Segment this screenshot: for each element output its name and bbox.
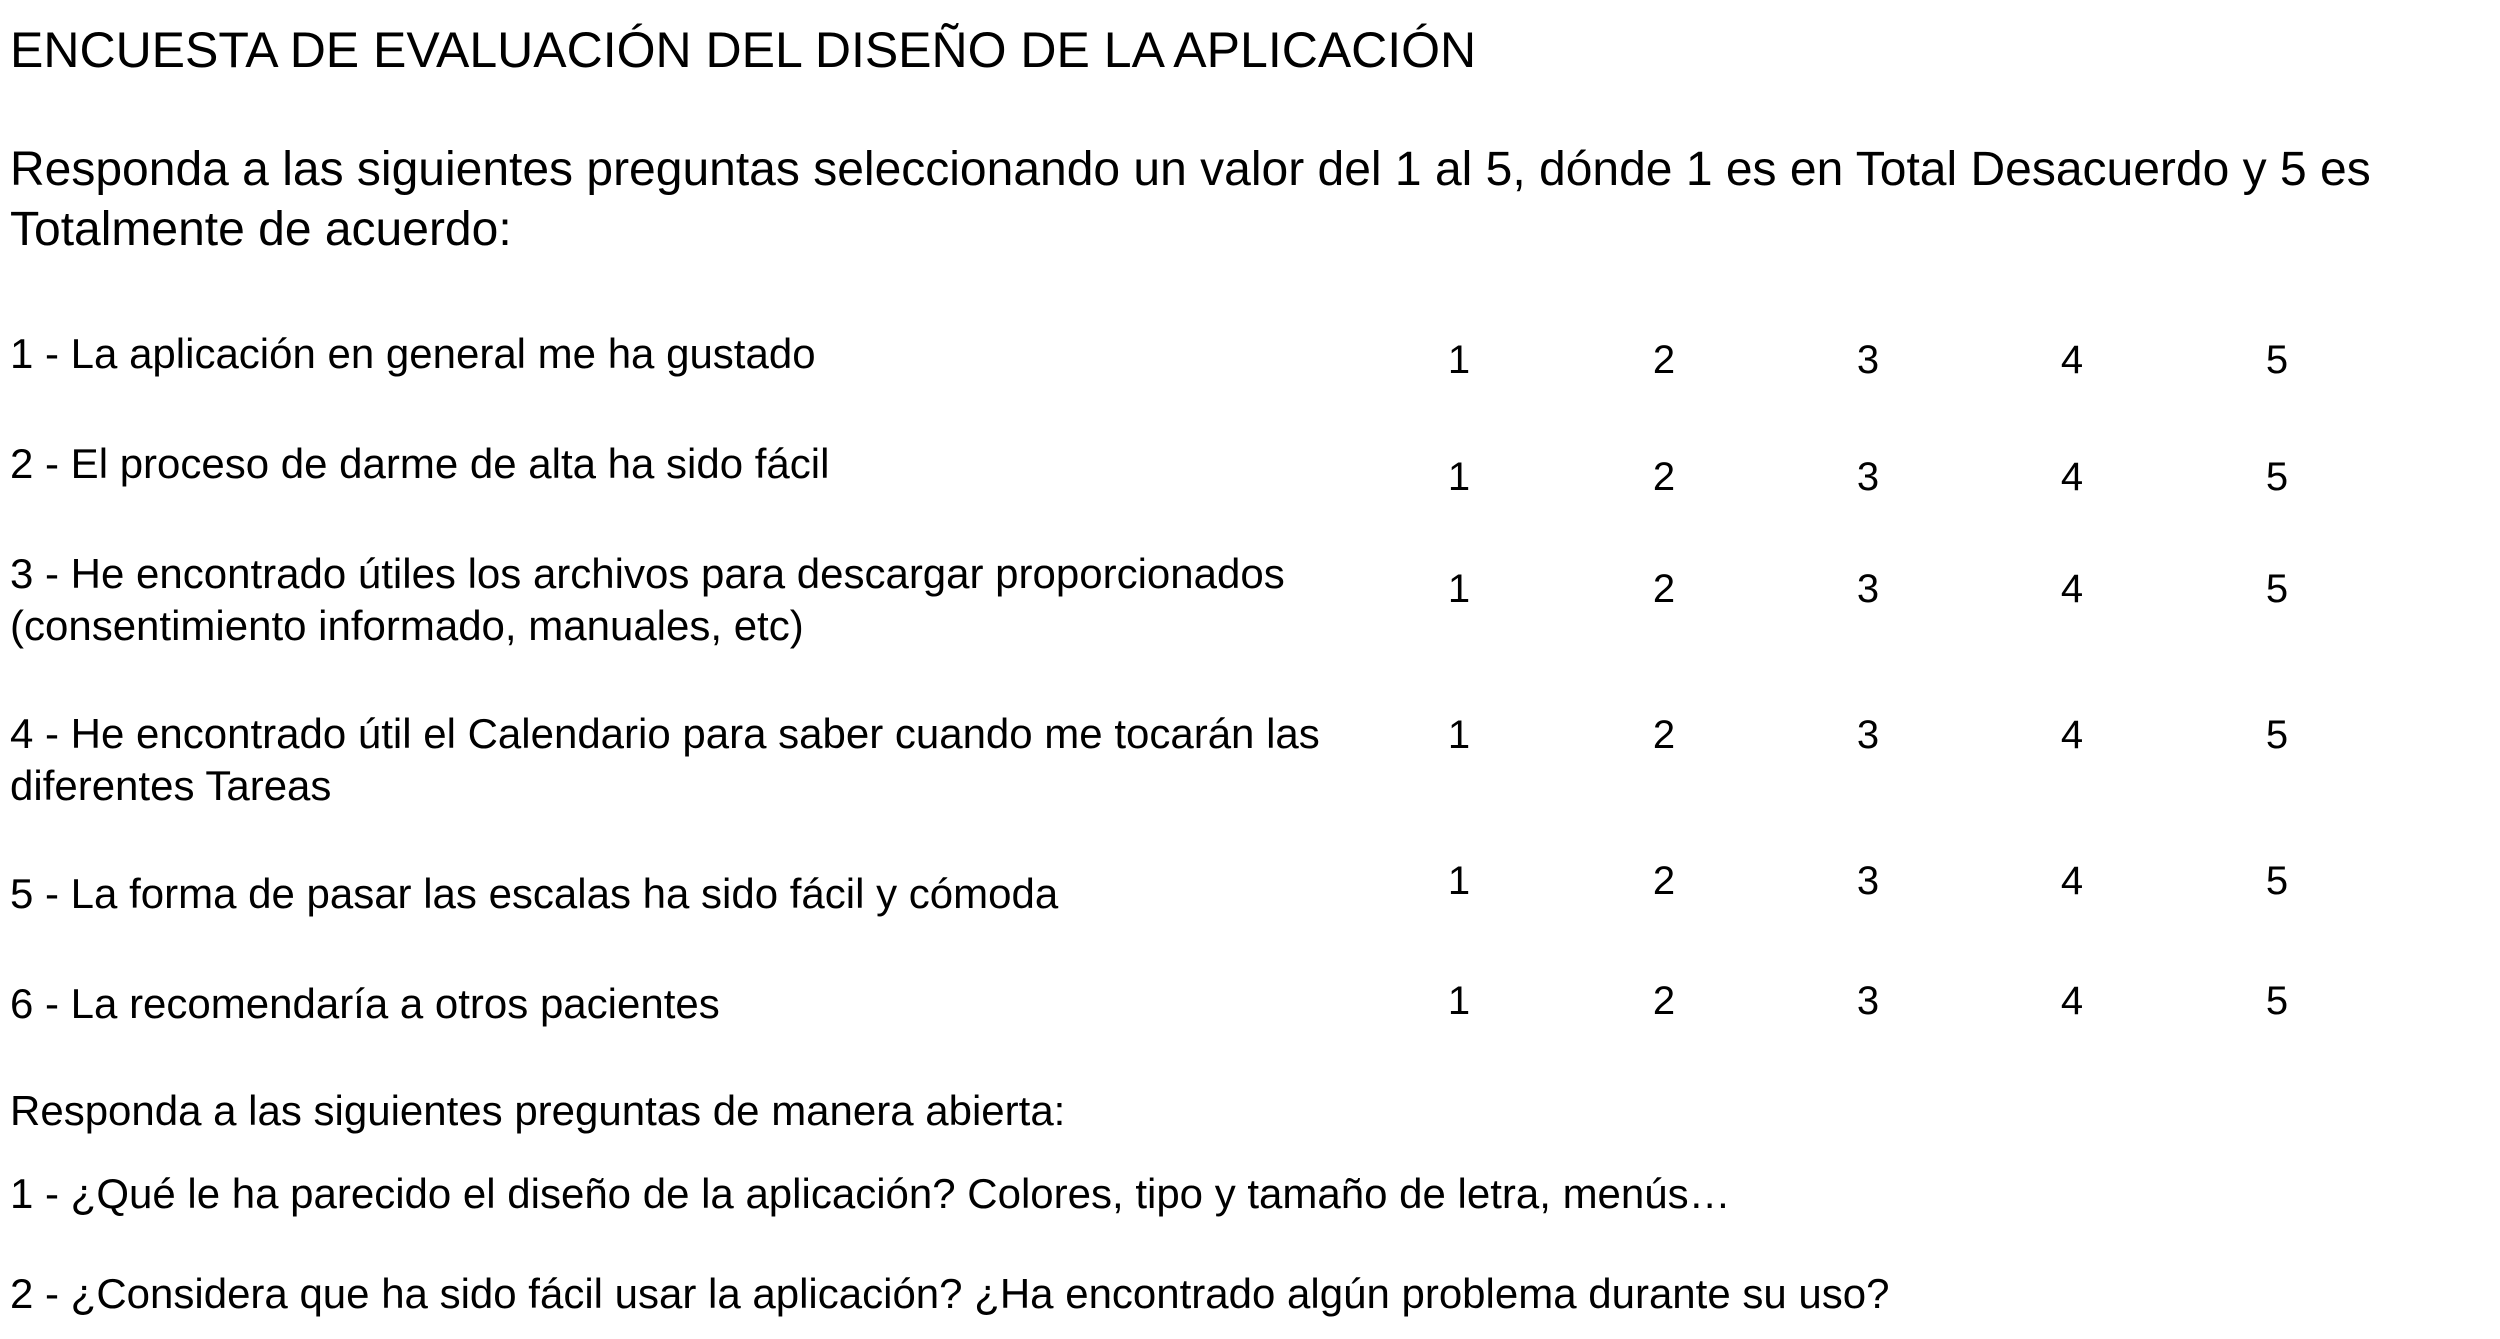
rating-option[interactable]: 3 xyxy=(1856,455,1880,499)
rating-option[interactable]: 4 xyxy=(2060,567,2084,611)
survey-instructions: Responda a las siguientes preguntas seleccionando un valor del 1 al 5, dónde 1 es en Total Desacuerdo y 5 es Totalmente de acuerdo: xyxy=(10,143,2371,256)
rating-question-4: 4 - He encontrado útil el Calendario para saber cuando me tocarán las diferentes Tareas xyxy=(10,710,1320,809)
rating-option[interactable]: 4 xyxy=(2060,338,2084,382)
rating-option[interactable]: 3 xyxy=(1856,567,1880,611)
rating-option[interactable]: 1 xyxy=(1447,338,1471,382)
rating-option[interactable]: 5 xyxy=(2265,713,2289,757)
rating-option[interactable]: 2 xyxy=(1652,713,1676,757)
rating-question-3: 3 - He encontrado útiles los archivos para descargar proporcionados (consentimiento informado, manuales, etc) xyxy=(10,550,1285,649)
rating-option[interactable]: 4 xyxy=(2060,713,2084,757)
rating-option[interactable]: 2 xyxy=(1652,979,1676,1023)
rating-option[interactable]: 5 xyxy=(2265,338,2289,382)
rating-option[interactable]: 3 xyxy=(1856,338,1880,382)
open-question-1: 1 - ¿Qué le ha parecido el diseño de la aplicación? Colores, tipo y tamaño de letra, menús… xyxy=(10,1170,1731,1217)
rating-option[interactable]: 1 xyxy=(1447,567,1471,611)
rating-option[interactable]: 1 xyxy=(1447,979,1471,1023)
open-question-2: 2 - ¿Considera que ha sido fácil usar la aplicación? ¿Ha encontrado algún problema durante su uso? xyxy=(10,1270,1890,1317)
rating-option[interactable]: 2 xyxy=(1652,859,1676,903)
rating-option[interactable]: 1 xyxy=(1447,455,1471,499)
rating-option[interactable]: 4 xyxy=(2060,455,2084,499)
rating-option[interactable]: 5 xyxy=(2265,859,2289,903)
rating-option[interactable]: 3 xyxy=(1856,859,1880,903)
rating-question-1: 1 - La aplicación en general me ha gustado xyxy=(10,330,816,377)
rating-option[interactable]: 2 xyxy=(1652,455,1676,499)
survey-title: ENCUESTA DE EVALUACIÓN DEL DISEÑO DE LA APLICACIÓN xyxy=(10,22,1477,78)
rating-option[interactable]: 5 xyxy=(2265,979,2289,1023)
rating-option[interactable]: 1 xyxy=(1447,859,1471,903)
rating-option[interactable]: 3 xyxy=(1856,713,1880,757)
rating-option[interactable]: 2 xyxy=(1652,338,1676,382)
rating-option[interactable]: 3 xyxy=(1856,979,1880,1023)
rating-option[interactable]: 4 xyxy=(2060,979,2084,1023)
open-section-heading: Responda a las siguientes preguntas de manera abierta: xyxy=(10,1087,1066,1134)
rating-option[interactable]: 2 xyxy=(1652,567,1676,611)
rating-question-6: 6 - La recomendaría a otros pacientes xyxy=(10,980,720,1027)
rating-question-5: 5 - La forma de pasar las escalas ha sido fácil y cómoda xyxy=(10,870,1059,917)
rating-option[interactable]: 5 xyxy=(2265,567,2289,611)
rating-question-2: 2 - El proceso de darme de alta ha sido fácil xyxy=(10,440,830,487)
rating-option[interactable]: 5 xyxy=(2265,455,2289,499)
rating-option[interactable]: 1 xyxy=(1447,713,1471,757)
rating-option[interactable]: 4 xyxy=(2060,859,2084,903)
